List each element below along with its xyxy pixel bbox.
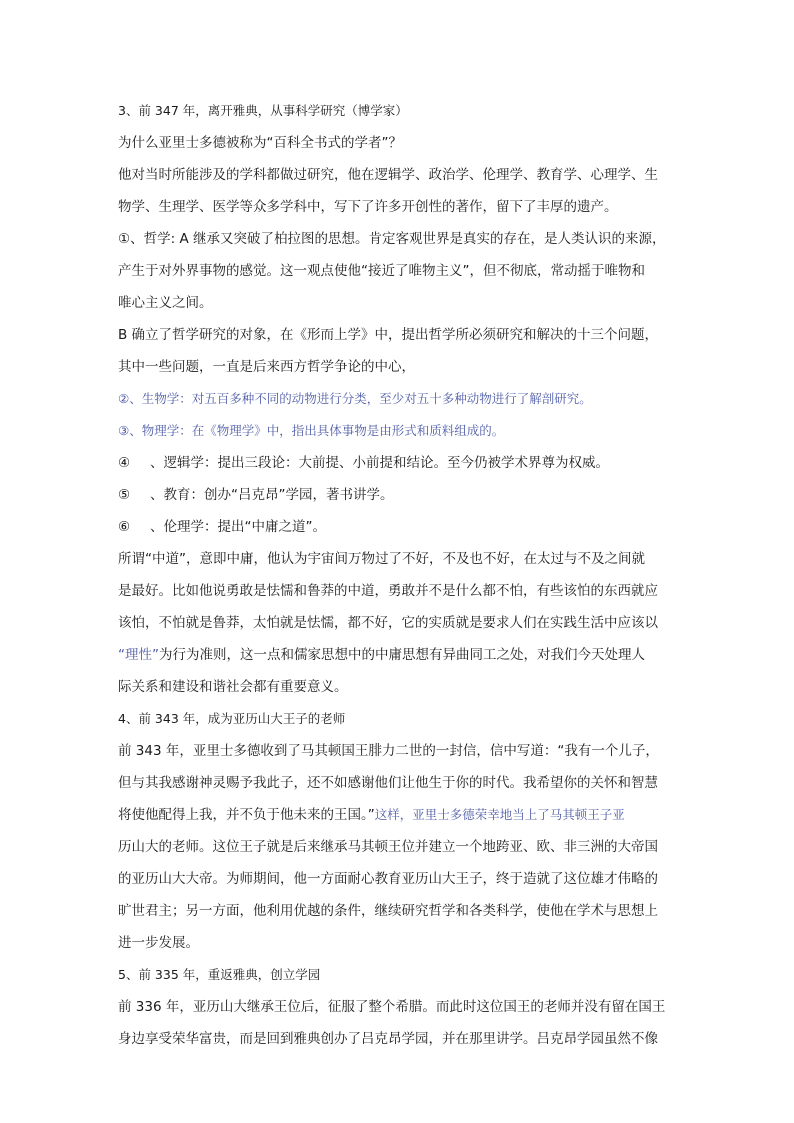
paragraph-line: 是最好。比如他说勇敢是怯懦和鲁莽的中道，勇敢并不是什么都不怕，有些该怕的东西就应 [118, 583, 658, 599]
paragraph-line: 但与其我感谢神灵赐予我此子，还不如感谢他们让他生于你的时代。我希望你的关怀和智慧 [118, 775, 658, 791]
paragraph-line: B 确立了哲学研究的对象，在《形而上学》中，提出哲学所必须研究和解决的十三个问题， [118, 327, 659, 343]
paragraph-line: 际关系和建设和谐社会都有重要意义。 [118, 679, 348, 695]
paragraph-line: 历山大的老师。这位王子就是后来继承马其顿王位并建立一个地跨亚、欧、非三洲的大帝国 [118, 839, 658, 855]
biology-line: ②、生物学：对五百多种不同的动物进行分类，至少对五十多种动物进行了解剖研究。 [118, 391, 592, 406]
ethics-line [118, 511, 678, 543]
logic-line [118, 447, 678, 479]
paragraph-text: 将使他配得上我，并不负于他未来的王国。” [118, 807, 375, 823]
document-page [118, 95, 678, 1055]
paragraph-line: 前 343 年，亚里士多德收到了马其顿国王腓力二世的一封信，信中写道：“我有一个儿子， [118, 743, 659, 759]
paragraph-line [118, 799, 678, 831]
list-text: 、逻辑学：提出三段论：大前提、小前提和结论。至今仍被学术界尊为权威。 [150, 455, 609, 471]
paragraph-line: 身边享受荣华富贵，而是回到雅典创办了吕克昂学园，并在那里讲学。吕克昂学园虽然不像 [118, 1031, 658, 1047]
section-heading-3: 3、前 347 年，离开雅典，从事科学研究（博学家） [118, 103, 408, 118]
highlight-text: 这样，亚里士多德荣幸地当上了马其顿王子亚 [374, 807, 625, 822]
question-line: 为什么亚里士多德被称为“百科全书式的学者”？ [118, 135, 402, 151]
paragraph-line: 所谓“中道”，意即中庸，他认为宇宙间万物过了不好，不及也不好，在太过与不及之间就 [118, 551, 645, 567]
paragraph-line: 前 336 年，亚历山大继承王位后，征服了整个希腊。而此时这位国王的老师并没有留在国王 [118, 999, 666, 1015]
paragraph-line: 其中一些问题，一直是后来西方哲学争论的中心， [118, 359, 415, 375]
paragraph-line: 他对当时所能涉及的学科都做过研究，他在逻辑学、政治学、伦理学、教育学、心理学、生 [118, 167, 658, 183]
paragraph-line [118, 639, 678, 671]
paragraph-line: 旷世君主；另一方面，他利用优越的条件，继续研究哲学和各类科学，使他在学术与思想上 [118, 903, 658, 919]
list-text: 、教育：创办“吕克昂”学园，著书讲学。 [150, 487, 394, 503]
rationality-term: “理性” [118, 647, 159, 663]
section-heading-5: 5、前 335 年，重返雅典，创立学园 [118, 967, 321, 982]
physics-line: ③、物理学：在《物理学》中，指出具体事物是由形式和质料组成的。 [118, 423, 505, 438]
philosophy-line: ①、哲学: A 继承又突破了柏拉图的思想。肯定客观世界是真实的存在，是人类认识的来源， [118, 231, 666, 247]
paragraph-line: 的亚历山大大帝。为师期间，他一方面耐心教育亚历山大王子，终于造就了这位雄才伟略的 [118, 871, 658, 887]
section-heading-4: 4、前 343 年，成为亚历山大王子的老师 [118, 711, 346, 726]
list-marker: ⑤ [118, 487, 131, 503]
list-text: 、伦理学：提出“中庸之道”。 [150, 519, 326, 535]
education-line [118, 479, 678, 511]
paragraph-line: 进一步发展。 [118, 935, 199, 951]
paragraph-line: 该怕，不怕就是鲁莽，太怕就是怯懦，都不好，它的实质就是要求人们在实践生活中应该以 [118, 615, 658, 631]
paragraph-line: 物学、生理学、医学等众多学科中，写下了许多开创性的著作，留下了丰厚的遗产。 [118, 199, 618, 215]
paragraph-line: 产生于对外界事物的感觉。这一观点使他“接近了唯物主义”，但不彻底，常动摇于唯物和 [118, 263, 645, 279]
paragraph-text: 为行为准则，这一点和儒家思想中的中庸思想有异曲同工之处，对我们今天处理人 [159, 647, 645, 663]
list-marker: ⑥ [118, 519, 131, 535]
paragraph-line: 唯心主义之间。 [118, 295, 213, 311]
list-marker: ④ [118, 455, 131, 471]
